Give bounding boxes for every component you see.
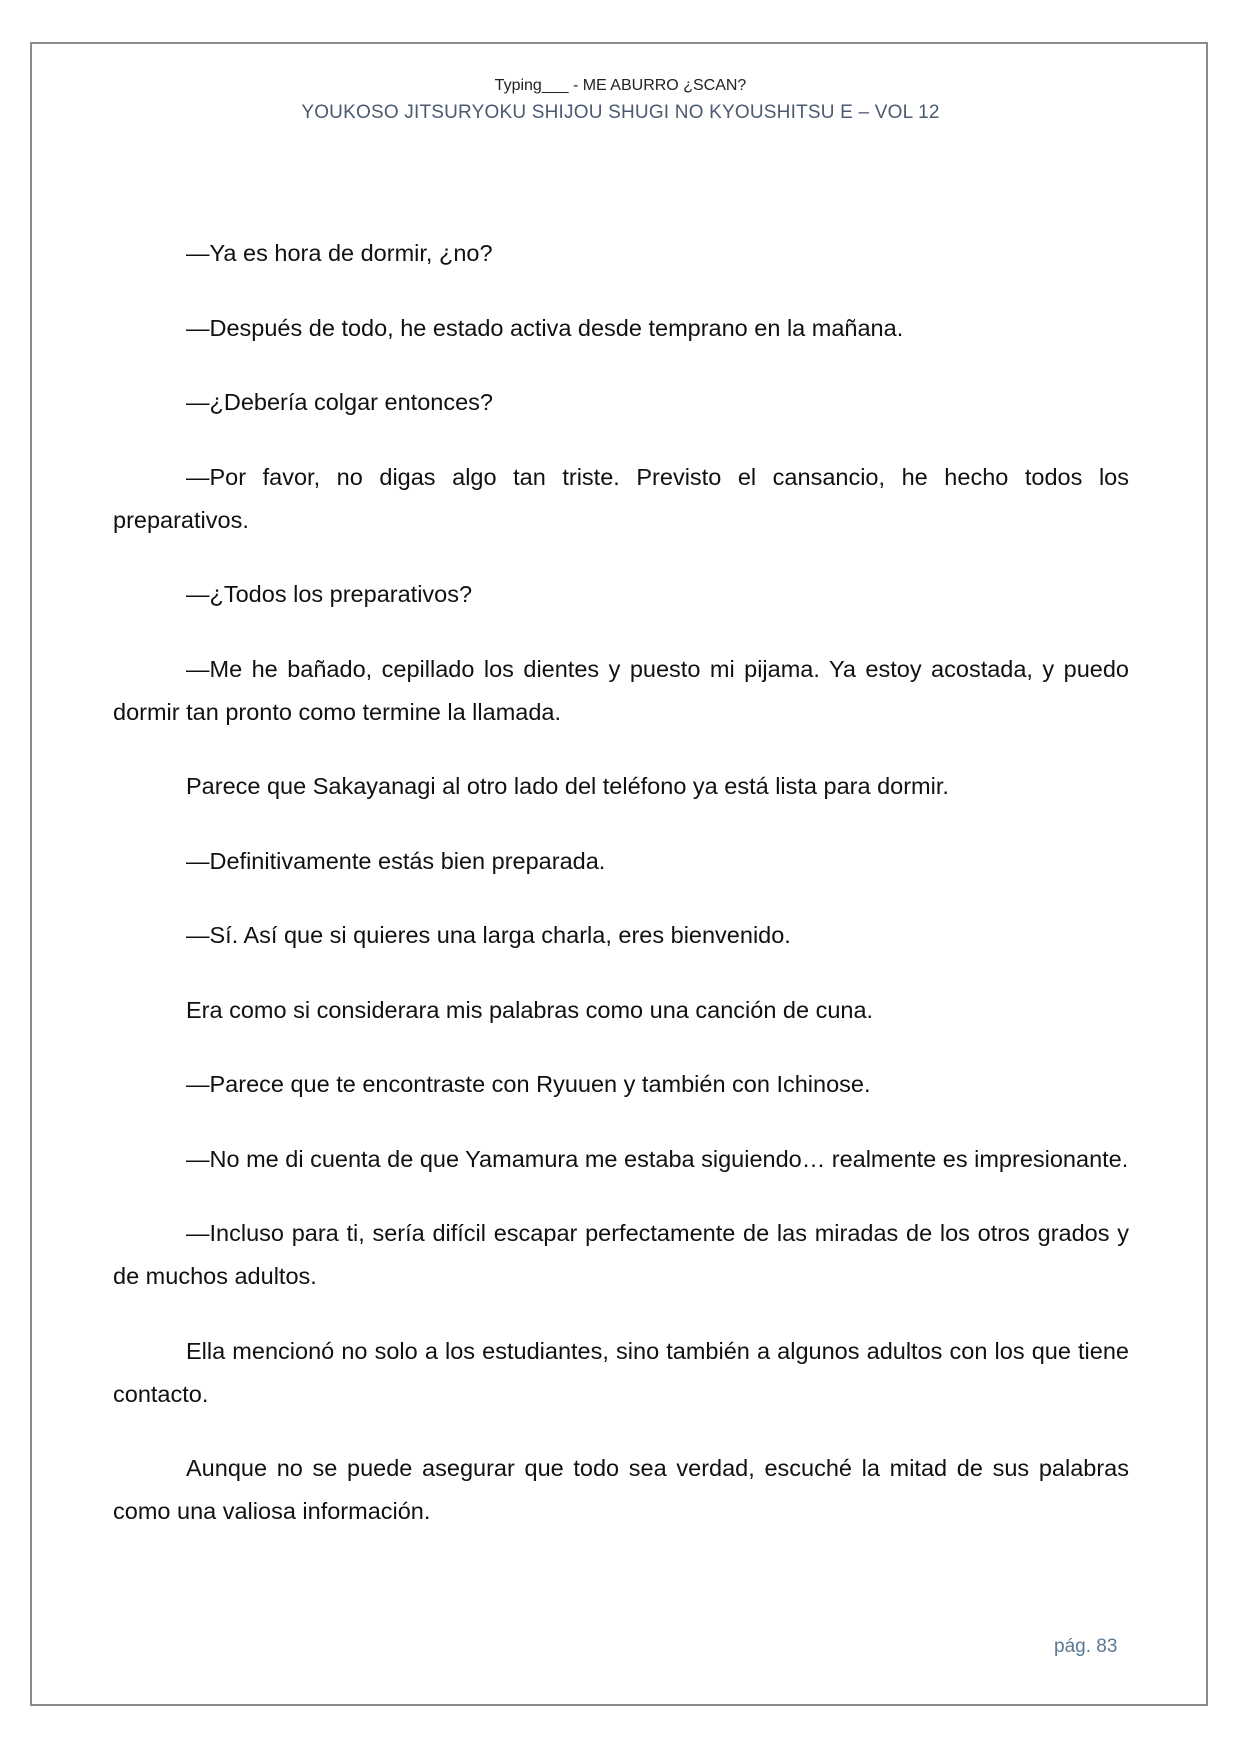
paragraph: —Por favor, no digas algo tan triste. Previsto el cansancio, he hecho todos los preparativos. (113, 463, 1129, 533)
paragraph: —Definitivamente estás bien preparada. (186, 847, 606, 874)
document-body (113, 232, 1129, 1565)
paragraph: Parece que Sakayanagi al otro lado del teléfono ya está lista para dormir. (186, 773, 949, 799)
paragraph: Ella mencionó no solo a los estudiantes, sino también a algunos adultos con los que tiene contacto. (113, 1337, 1129, 1407)
paragraph: —Después de todo, he estado activa desde temprano en la mañana. (186, 314, 904, 341)
paragraph: Aunque no se puede asegurar que todo sea verdad, escuché la mitad de sus palabras como una valiosa información. (113, 1455, 1129, 1524)
paragraph: —Me he bañado, cepillado los dientes y puesto mi pijama. Ya estoy acostada, y puedo dormir tan pronto como termine la llamada. (113, 655, 1129, 725)
paragraph: —¿Todos los preparativos? (186, 581, 473, 607)
paragraph: Era como si considerara mis palabras como una canción de cuna. (186, 996, 874, 1023)
paragraph: —No me di cuenta de que Yamamura me estaba siguiendo… realmente es impresionante. (186, 1145, 1129, 1172)
paragraph: —¿Debería colgar entonces? (186, 389, 493, 415)
paragraph: —Ya es hora de dormir, ¿no? (186, 240, 493, 266)
paragraph: —Incluso para ti, sería difícil escapar perfectamente de las miradas de los otros grados y de muchos adultos. (113, 1220, 1129, 1289)
page-number: pág. 83 (1054, 1636, 1118, 1657)
paragraph: —Parece que te encontraste con Ryuuen y también con Ichinose. (186, 1071, 871, 1097)
header-title: YOUKOSO JITSURYOKU SHIJOU SHUGI NO KYOUSHITSU E – VOL 12 (301, 102, 940, 123)
paragraph: —Sí. Así que si quieres una larga charla, eres bienvenido. (186, 922, 791, 948)
header-credit: Typing___ - ME ABURRO ¿SCAN? (494, 77, 747, 94)
